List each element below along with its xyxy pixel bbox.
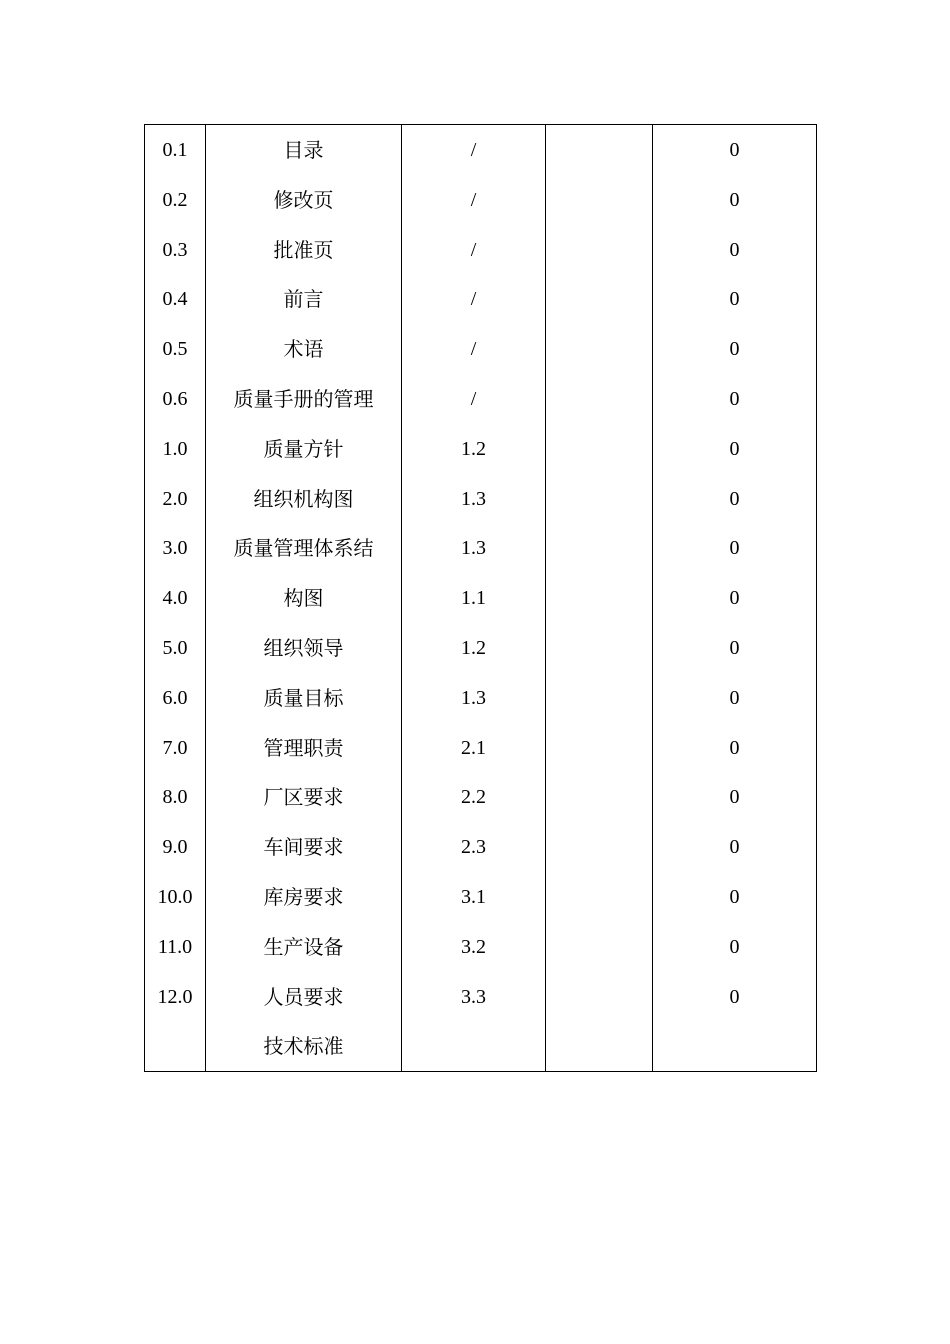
- blank-cell: [546, 973, 652, 1023]
- reference-cell: 1.3: [461, 537, 486, 560]
- section-number-cell: 3.0: [162, 537, 188, 560]
- section-title-cell: 人员要求: [263, 984, 344, 1009]
- reference-cell: /: [470, 387, 477, 410]
- blank-cell: [546, 126, 652, 176]
- revision-cell: 0: [729, 437, 740, 460]
- section-number-cell: 4.0: [162, 587, 188, 610]
- section-title-cell: 组织领导: [263, 635, 344, 660]
- revision-cell: 0: [729, 736, 740, 759]
- blank-cell: [546, 524, 652, 574]
- section-title-cell: 目录: [283, 138, 324, 162]
- section-title-cell: 构图: [283, 586, 324, 611]
- reference-cell: /: [470, 238, 477, 261]
- revision-cell: [653, 1022, 816, 1072]
- section-title-cell: 质量管理体系结: [233, 536, 374, 561]
- revision-cell: 0: [729, 786, 740, 809]
- section-number-cell: 0.4: [162, 288, 188, 311]
- section-title-cell: 组织机构图: [253, 486, 354, 511]
- section-title-cell: 质量手册的管理: [233, 386, 374, 411]
- revision-cell: 0: [729, 587, 740, 610]
- section-title-cell: 质量方针: [263, 436, 344, 461]
- section-title-cell: 术语: [283, 337, 324, 362]
- number-column: [145, 125, 206, 1071]
- revision-cell: 0: [729, 636, 740, 659]
- section-number-cell: 6.0: [162, 686, 188, 709]
- blank-cell: [546, 574, 652, 624]
- section-number-cell: 2.0: [162, 487, 188, 510]
- section-number-cell: 0.2: [162, 188, 188, 211]
- revision-cell: 0: [729, 338, 740, 361]
- blank-cell: [546, 325, 652, 375]
- revision-cell: 0: [729, 387, 740, 410]
- section-title-cell: 厂区要求: [263, 785, 344, 810]
- blank-cell: [546, 475, 652, 525]
- revision-cell: 0: [729, 935, 740, 958]
- blank-cell: [546, 1022, 652, 1072]
- reference-cell: 1.3: [461, 487, 486, 510]
- section-title-cell: 库房要求: [263, 884, 344, 909]
- blank-cell: [546, 923, 652, 973]
- reference-cell: 2.2: [461, 786, 486, 809]
- revision-cell: 0: [729, 836, 740, 859]
- reference-cell: 3.2: [461, 935, 486, 958]
- blank-column: [546, 125, 653, 1071]
- section-number-cell: 7.0: [162, 736, 188, 759]
- section-title-cell: 车间要求: [263, 835, 344, 860]
- reference-column: [402, 125, 546, 1071]
- section-number-cell: 1.0: [162, 437, 188, 460]
- blank-cell: [546, 275, 652, 325]
- reference-cell: /: [470, 338, 477, 361]
- section-title-cell: 管理职责: [263, 735, 344, 760]
- revision-cell: 0: [729, 487, 740, 510]
- reference-cell: 2.1: [461, 736, 486, 759]
- blank-cell: [546, 773, 652, 823]
- section-title-cell: 批准页: [273, 237, 334, 262]
- revision-column: [653, 125, 816, 1071]
- reference-cell: /: [470, 288, 477, 311]
- revision-cell: 0: [729, 686, 740, 709]
- section-number-cell: 11.0: [157, 935, 193, 958]
- revision-cell: 0: [729, 537, 740, 560]
- reference-cell: /: [470, 188, 477, 211]
- blank-cell: [546, 425, 652, 475]
- reference-cell: 3.1: [461, 885, 486, 908]
- section-number-cell: 8.0: [162, 786, 188, 809]
- reference-cell: 1.2: [461, 437, 486, 460]
- reference-cell: /: [470, 139, 477, 161]
- reference-cell: 1.2: [461, 636, 486, 659]
- section-number-cell: 0.3: [162, 238, 188, 261]
- section-title-cell: 生产设备: [263, 934, 344, 959]
- reference-cell: 2.3: [461, 836, 486, 859]
- reference-cell: 3.3: [461, 985, 486, 1008]
- section-title-cell: 质量目标: [263, 685, 344, 710]
- revision-cell: 0: [729, 288, 740, 311]
- revision-cell: 0: [729, 238, 740, 261]
- section-number-cell: 12.0: [157, 985, 193, 1008]
- section-number-cell: 9.0: [162, 836, 188, 859]
- blank-cell: [546, 176, 652, 226]
- section-number-cell: 0.6: [162, 387, 188, 410]
- section-title-cell: 前言: [283, 287, 324, 312]
- section-number-cell: 0.1: [162, 139, 188, 161]
- revision-cell: 0: [729, 139, 740, 161]
- section-title-cell: 修改页: [273, 187, 334, 212]
- section-number-cell: 10.0: [157, 885, 193, 908]
- reference-cell: 1.1: [461, 587, 486, 610]
- revision-cell: 0: [729, 985, 740, 1008]
- section-number-cell: [145, 1022, 205, 1072]
- revision-cell: 0: [729, 885, 740, 908]
- blank-cell: [546, 226, 652, 276]
- section-title-cell: 技术标准: [263, 1034, 344, 1059]
- blank-cell: [546, 873, 652, 923]
- reference-cell: 1.3: [461, 686, 486, 709]
- section-number-cell: 0.5: [162, 338, 188, 361]
- revision-cell: 0: [729, 188, 740, 211]
- title-column: [206, 125, 402, 1071]
- toc-table: [144, 124, 817, 1072]
- section-number-cell: 5.0: [162, 636, 188, 659]
- blank-cell: [546, 624, 652, 674]
- blank-cell: [546, 674, 652, 724]
- blank-cell: [546, 375, 652, 425]
- blank-cell: [546, 823, 652, 873]
- blank-cell: [546, 724, 652, 774]
- reference-cell: [402, 1022, 545, 1072]
